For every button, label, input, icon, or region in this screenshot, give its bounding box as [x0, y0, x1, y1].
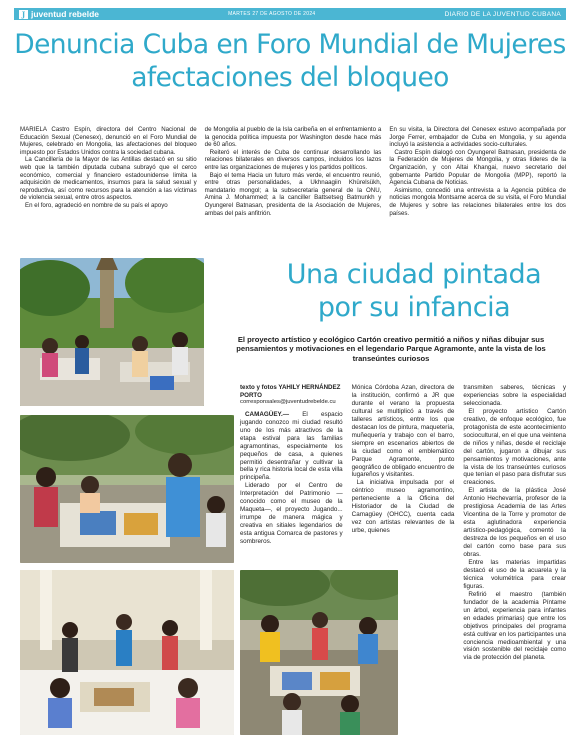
paragraph: La iniciativa impulsada por el céntrico museo agramontino, perteneciente a la Oficina del Historiador de la Ciudad de Camagüey (OHCC), cuenta cada vez con artistas relevantes de la urbe, quienes	[351, 479, 455, 535]
photo-children-at-tables	[20, 570, 234, 735]
paragraph: Mónica Córdoba Azan, directora de la institución, confirmó a JR que durante el verano la propuesta cultural se multiplicó a través de talleres artísticos, entre los que destacan los de pintura, maquetería, muñequería y trabajo con el barro, siempre en escenarios abiertos de la ciudad como el emblemático Parque Agramonte, punto geográfico de obligado encuentro de lugareños y visitantes.	[351, 384, 455, 479]
article2-column-1	[240, 384, 343, 740]
photo-children-painting	[20, 415, 234, 563]
paragraph: En el foro, agradeció en nombre de su país el apoyo	[25, 201, 168, 209]
article2-headline-line1: Una ciudad pintada	[286, 259, 542, 290]
article2-headline	[262, 258, 566, 324]
article1-headline-line1: Denuncia Cuba en Foro Mundial de Mujeres	[14, 29, 566, 60]
paragraph: MARIELA Castro Espín, directora del Centro Nacional de Educación Sexual (Cenesex), denunció en el Foro Mundial de Mujeres, celebrado en Mongolia, las afectaciones del bloqueo impuesto por Estados Unidos contra la sociedad cubana.	[20, 126, 197, 156]
article1-headline	[14, 28, 566, 94]
paragraph: El proyecto artístico Cartón creativo, de enfoque ecológico, fue protagonista de este acontecimiento sociocultural, en el que una veintena de niños y niñas, desde el reciclaje del cartón, jugaron a dibujar sus pensamientos y motivaciones, ante la vista de los transeúntes curiosos que tenían el paso para disfrutar sus creaciones.	[463, 407, 567, 487]
byline-prefix: texto y fotos	[240, 384, 277, 391]
paragraph: Asimismo, concedió una entrevista a la Agencia pública de noticias mongola Montsame acerca de su visita, el Foro Mundial de Mujeres y sobre las relaciones bilaterales entre los dos países.	[389, 186, 567, 217]
article2-column-2	[352, 384, 455, 740]
author-email-link[interactable]: corresponsales@juventudrebelde.cu	[240, 399, 336, 406]
paragraph: Reiteró el interés de Cuba de continuar desarrollando las relaciones bilaterales en diversos campos, incluidos los lazos entre las organizaciones de mujeres y los partidos políticos.	[204, 148, 382, 171]
photo-park-statue	[20, 258, 204, 406]
paragraph: Bajo el tema Hacia un futuro más verde, el encuentro reunió, entre otras personalidades, a Ukhnaagiin Khürelsükh, mandatario mongol; a la subsecretaria general de la ONU, Amina J. Mohammed; a la canciller Battsetseg Batmunkh y Oyungerel Batnasan, presidenta de la Asociación de Mujeres, ambas del país anfitrión.	[204, 171, 382, 217]
paragraph: transmiten saberes, técnicas y experiencias sobre la especialidad seleccionada.	[463, 384, 567, 407]
article1-column-1	[20, 126, 197, 246]
article2-body	[240, 384, 566, 740]
paragraph: El espacio jugando conozco mi ciudad resultó uno de los más atractivos de la etapa estival para las familias agramontinas, especialmente los pequeños de casa, a quienes permitió desentrañar y cultivar la bella y rica historia local de esta villa principeña.	[240, 410, 343, 482]
paragraph: En su visita, la Directora del Cenesex estuvo acompañada por Jorge Ferrer, embajador de Cuba en Mongolia, y su agenda incluyó la asistencia a actividades socio-culturales.	[389, 126, 567, 149]
article1-column-3	[389, 126, 566, 246]
byline-author: YAHILY HERNÁNDEZ PORTO	[240, 384, 341, 399]
paragraph: Refirió el maestro (también fundador de la academia Píntame un árbol, experiencia para infantes en edades primarias) que entre los objetivos principales del programa está cultivar en los participantes una conciencia medioambiental y una visión sostenible del reciclaje como vía de protección del planeta.	[463, 590, 567, 662]
paragraph: Liderado por el Centro de Interpretación del Patrimonio —conocido como el museo de la Maqueta—, el proyecto Jugando... irrumpe de manera mágica y creativa en sitiales legendarios de esta antigua Comarca de pastores y sombreros.	[240, 482, 343, 546]
section-name: juventud rebelde	[31, 9, 100, 19]
newspaper-logo-icon: J	[19, 10, 28, 19]
article1-headline-line2: afectaciones del bloqueo	[131, 62, 449, 93]
paragraph: de Mongolia al pueblo de la Isla caribeña en el enfrentamiento a la genocida política impuesta por Washington desde hace más de 60 años.	[204, 126, 382, 149]
dateline: CAMAGÜEY.—	[245, 410, 290, 418]
article2-headline-line2: por su infancia	[317, 292, 511, 323]
article2-lead: El proyecto artístico y ecológico Cartón creativo permitió a niños y niñas dibujar sus pensamientos y motivaciones en el legendario Parque Agramonte, ante la vista de los transeúntes curiosos	[236, 335, 546, 363]
section-brand	[19, 9, 99, 19]
paragraph: Entre las materias impartidas destacó el uso de la acuarela y la técnica volumétrica para crear figuras.	[463, 558, 567, 590]
byline	[240, 384, 343, 407]
paragraph: El artista de la plástica José Antonio Hechevarría, profesor de la prestigiosa Academia de las Artes Vicentina de la Torre y promotor de esta aglutinadora experiencia artístico-pedagógica, comentó la destreza de los pequeños en el uso del cartón como base para sus obras.	[463, 487, 567, 559]
page-header-bar	[14, 8, 566, 20]
article2-column-3	[463, 384, 566, 740]
paragraph: La Cancillería de la Mayor de las Antillas destacó en su sitio web que la también diputada cubana subrayó que el cerco económico, comercial y financiero estadounidense limita la adquisición de medicamentos, insumos para la salud sexual y reproductiva, así como recursos para la atención a las víctimas de violencia sexual, entre otros aspectos.	[20, 156, 197, 202]
paragraph: Castro Espín dialogó con Oyungerel Batnasan, presidenta de la Federación de Mujeres de Mongolia, y otras líderes de la Organización, y con Altai Khangai, nuevo secretario del gobernante Partido Popular de Mongolia (MPP), reportó la Agencia Cubana de Noticias.	[389, 148, 567, 187]
article1-body	[20, 126, 566, 246]
newspaper-tagline: DIARIO DE LA JUVENTUD CUBANA	[444, 10, 561, 18]
article1-column-2	[205, 126, 382, 246]
issue-date: MARTES 27 DE AGOSTO DE 2024	[228, 11, 316, 17]
